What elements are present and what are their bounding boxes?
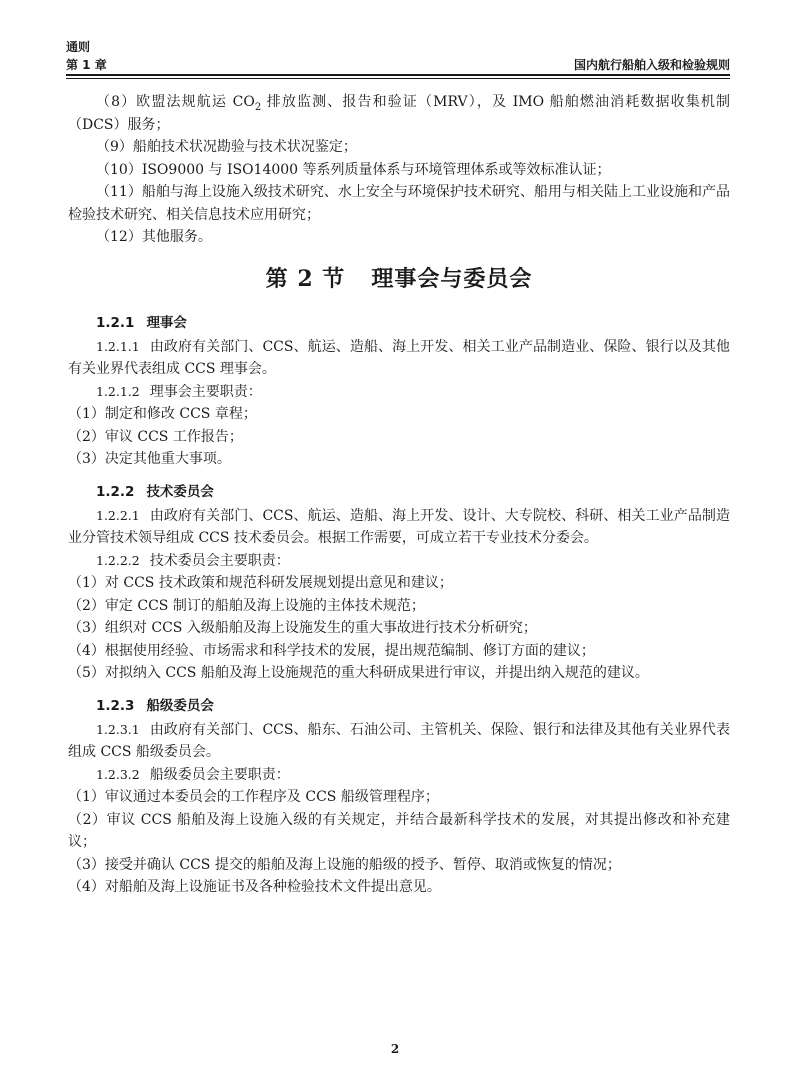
- section-number: 第 2 节: [265, 265, 346, 292]
- subsection-heading: [68, 312, 730, 334]
- clause-number: 1.2.3.2: [96, 766, 140, 782]
- section-heading: [68, 261, 730, 297]
- subsection-heading: [68, 695, 730, 717]
- running-header-part: 通则: [66, 40, 91, 54]
- running-header: [66, 56, 730, 73]
- clause-number: 1.2.1.2: [96, 383, 140, 399]
- header-rule-thin: [66, 78, 730, 79]
- clause-number: 1.2.1.1: [96, 338, 140, 354]
- clause-text: 技术委员会主要职责：: [149, 552, 290, 569]
- clause-number: 1.2.2.2: [96, 552, 140, 568]
- clause-number: 1.2.2.1: [96, 507, 140, 523]
- list-item: （2）审议 CCS 船舶及海上设施入级的有关规定，并结合最新科学技术的发展，对其提出修改和补充建议；: [68, 811, 730, 850]
- list-item: （3）接受并确认 CCS 提交的船舶及海上设施的船级的授予、暂停、取消或恢复的情况；: [68, 856, 621, 873]
- list-item: （8）欧盟法规航运 $CO_2$ 排放监测、报告和验证（MRV），及 IMO 船舶燃油消耗数据收集机制（DCS）服务；: [68, 94, 731, 133]
- clause: [68, 719, 730, 764]
- list-item: （1）审议通过本委员会的工作程序及 CCS 船级管理程序；: [68, 789, 439, 805]
- subsection-title: 理事会: [146, 314, 187, 331]
- header-rule-thick: [66, 74, 730, 76]
- list-item: （1）对 CCS 技术政策和规范科研发展规划提出意见和建议；: [68, 575, 453, 591]
- subsection-title: 技术委员会: [146, 483, 214, 500]
- list-item: （11）船舶与海上设施入级技术研究、水上安全与环境保护技术研究、船用与相关陆上工业设施和产品检验技术研究、相关信息技术应用研究；: [68, 184, 730, 223]
- subsection-number: 1.2.1: [96, 314, 135, 331]
- list-item: （10）ISO9000 与 ISO14000 等系列质量体系与环境管理体系或等效标准认证；: [96, 161, 611, 178]
- running-header-chapter: 第 1 章: [66, 58, 107, 72]
- clause-text: 由政府有关部门、CCS、航运、造船、海上开发、设计、大专院校、科研、相关工业产品制造业分管技术领导组成 CCS 技术委员会。根据工作需要，可成立若干专业技术分委会。: [68, 507, 730, 546]
- body-text: [68, 91, 730, 899]
- running-header-book-title: 国内航行船舶入级和检验规则: [573, 58, 730, 72]
- list-item: （1）制定和修改 CCS 章程；: [68, 406, 257, 422]
- list-item: （12）其他服务。: [96, 229, 212, 245]
- clause: [68, 336, 730, 381]
- subsection-heading: [68, 481, 730, 503]
- subsection-number: 1.2.2: [96, 483, 135, 500]
- clause: [68, 505, 730, 550]
- list-item: （9）船舶技术状况勘验与技术状况鉴定；: [96, 139, 357, 155]
- clause-text: 由政府有关部门、CCS、航运、造船、海上开发、相关工业产品制造业、保险、银行以及其他有关业界代表组成 CCS 理事会。: [68, 338, 730, 377]
- list-item: （3）组织对 CCS 入级船舶及海上设施发生的重大事故进行技术分析研究；: [68, 620, 537, 636]
- page-number: 2: [390, 1042, 400, 1056]
- clause: [68, 550, 730, 573]
- list-item: （2）审议 CCS 工作报告；: [68, 428, 243, 445]
- list-item: （2）审定 CCS 制订的船舶及海上设施的主体技术规范；: [68, 597, 425, 614]
- clause-text: 理事会主要职责：: [149, 383, 262, 400]
- section-title: 理事会与委员会: [371, 265, 533, 292]
- subsection-title: 船级委员会: [146, 697, 214, 714]
- clause: [68, 381, 730, 404]
- list-item: （3）决定其他重大事项。: [68, 451, 231, 467]
- clause-text: 由政府有关部门、CCS、船东、石油公司、主管机关、保险、银行和法律及其他有关业界代表组成 CCS 船级委员会。: [68, 721, 730, 760]
- subsection-number: 1.2.3: [96, 697, 135, 714]
- list-item: （4）对船舶及海上设施证书及各种检验技术文件提出意见。: [68, 879, 441, 895]
- clause-text: 船级委员会主要职责：: [149, 766, 290, 783]
- list-item: （5）对拟纳入 CCS 船舶及海上设施规范的重大科研成果进行审议，并提出纳入规范的建议。: [68, 665, 649, 681]
- clause: [68, 764, 730, 787]
- clause-number: 1.2.3.1: [96, 721, 140, 737]
- list-item: （4）根据使用经验、市场需求和科学技术的发展，提出规范编制、修订方面的建议；: [68, 642, 595, 659]
